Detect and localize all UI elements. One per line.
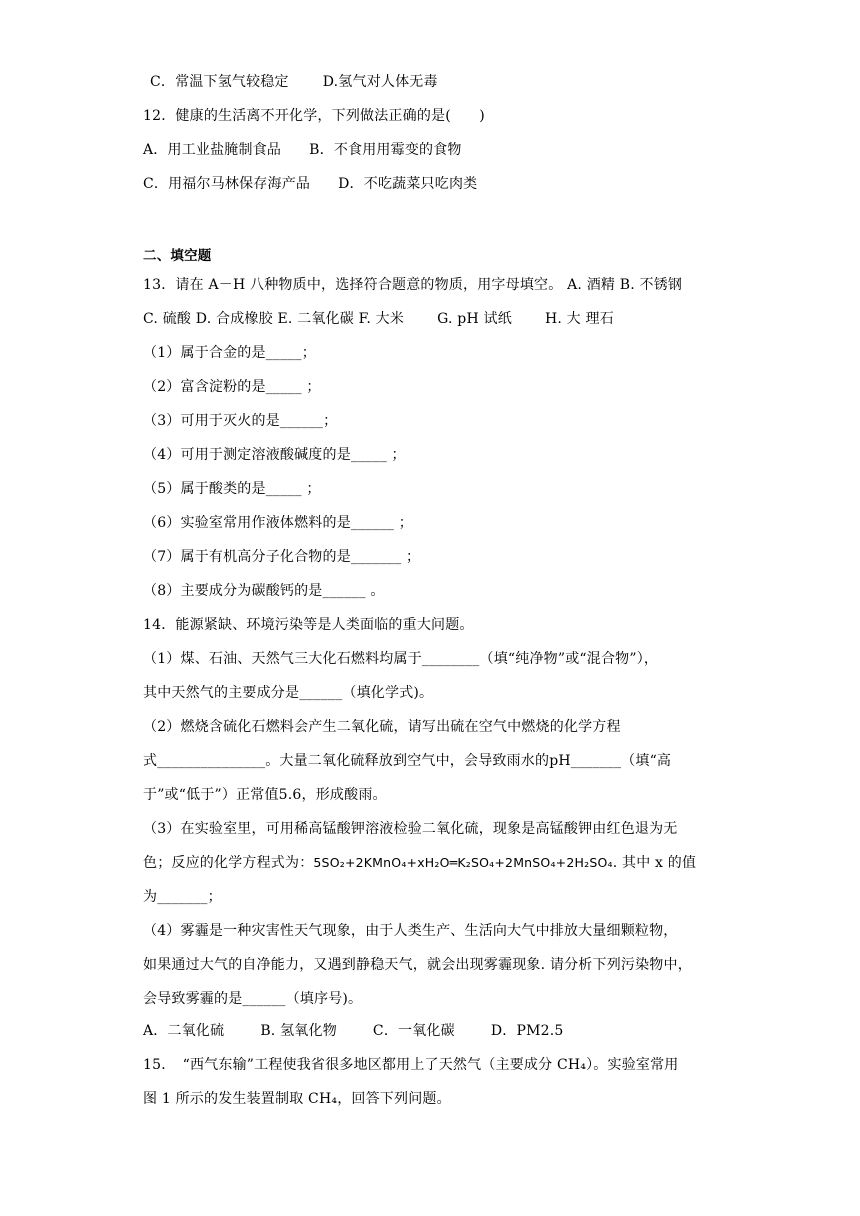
q13-item: （2）富含淀粉的是_____ ； xyxy=(143,379,321,395)
q13-item: （7）属于有机高分子化合物的是_______ ； xyxy=(143,549,421,565)
q11-option-d: D.氢气对人体无毒 xyxy=(322,74,438,90)
q14-option-b: B. 氢氧化物 xyxy=(260,1023,337,1039)
q14-part1-line1: （1）煤、石油、天然气三大化石燃料均属于________（填“纯净物”或“混合物”）， xyxy=(143,651,659,667)
q14-part2-line1: （2）燃烧含硫化石燃料会产生二氧化硫，请写出硫在空气中燃烧的化学方程 xyxy=(143,719,621,735)
q14-part4-line3: 会导致雾霾的是______（填序号)。 xyxy=(143,991,363,1007)
q14-part3-line1: （3）在实验室里，可用稀高锰酸钾溶液检验二氧化硫，现象是高锰酸钾由红色退为无 xyxy=(143,821,678,837)
chemical-equation: 5SO₂+2KMnO₄+xH₂O═K₂SO₄+2MnSO₄+2H₂SO₄ xyxy=(313,855,613,870)
q14-part4-line1: （4）雾霾是一种灾害性天气现象，由于人类生产、生活向大气中排放大量细颗粒物， xyxy=(143,923,678,939)
q13-stem-line2: C. 硫酸 D. 合成橡胶 E. 二氧化碳 F. 大米 G. pH 试纸 H. 大 理石 xyxy=(143,311,614,327)
q14-option-d: D．PM2.5 xyxy=(490,1023,564,1039)
q12-options-ab xyxy=(143,140,462,160)
q15-line2: 图 1 所示的发生装置制取 CH₄，回答下列问题。 xyxy=(143,1091,451,1107)
q14-option-c: C．一氧化碳 xyxy=(372,1023,455,1039)
q11-options-cd xyxy=(150,72,438,92)
q13-item: （4）可用于测定溶液酸碱度的是_____ ； xyxy=(143,447,406,463)
q14-option-a: A．二氧化硫 xyxy=(143,1023,225,1039)
q14-part3-prefix: 色；反应的化学方程式为： xyxy=(143,855,314,871)
q12-option-c: C．用福尔马林保存海产品 xyxy=(143,176,311,192)
q12-option-b: B．不食用用霉变的食物 xyxy=(309,142,462,158)
q14-part4-line2: 如果通过大气的自净能力，又遇到静稳天气，就会出现雾霾现象. 请分析下列污染物中， xyxy=(143,957,692,973)
q12-stem: 12．健康的生活离不开化学，下列做法正确的是( ) xyxy=(143,108,485,124)
q13-item: （8）主要成分为碳酸钙的是______ 。 xyxy=(143,583,385,599)
q12-option-d: D．不吃蔬菜只吃肉类 xyxy=(338,176,478,192)
q15-line1: 15． “西气东输”工程使我省很多地区都用上了天然气（主要成分 CH₄）。实验室常用 xyxy=(143,1057,679,1073)
q12-options-cd xyxy=(143,174,477,194)
q14-part3-suffix: . 其中 x 的值 xyxy=(612,855,697,871)
q14-part3-line3: 为_______； xyxy=(143,889,222,905)
section-title: 二、填空题 xyxy=(143,248,212,264)
q13-stem: 13．请在 A－H 八种物质中，选择符合题意的物质，用字母填空。 A. 酒精 B. 不锈钢 xyxy=(143,277,683,293)
q13-item: （5）属于酸类的是_____ ； xyxy=(143,481,321,497)
q14-part4-options xyxy=(143,1021,563,1041)
q13-item: （1）属于合金的是_____； xyxy=(143,345,316,361)
q12-option-a: A．用工业盐腌制食品 xyxy=(143,142,282,158)
q14-part3-line2 xyxy=(143,853,696,873)
q14-part1-line2: 其中天然气的主要成分是______（填化学式)。 xyxy=(143,685,434,701)
q13-item: （3）可用于灭火的是______； xyxy=(143,413,338,429)
q14-part2-line2: 式_______________。大量二氧化硫释放到空气中，会导致雨水的pH_______（填“高 xyxy=(143,753,672,769)
q14-stem: 14．能源紧缺、环境污染等是人类面临的重大问题。 xyxy=(143,617,474,633)
q11-option-c: C．常温下氢气较稳定 xyxy=(150,74,289,90)
q14-part2-line3: 于”或“低于”）正常值5.6，形成酸雨。 xyxy=(143,787,387,803)
q13-item: （6）实验室常用作液体燃料的是______ ； xyxy=(143,515,413,531)
